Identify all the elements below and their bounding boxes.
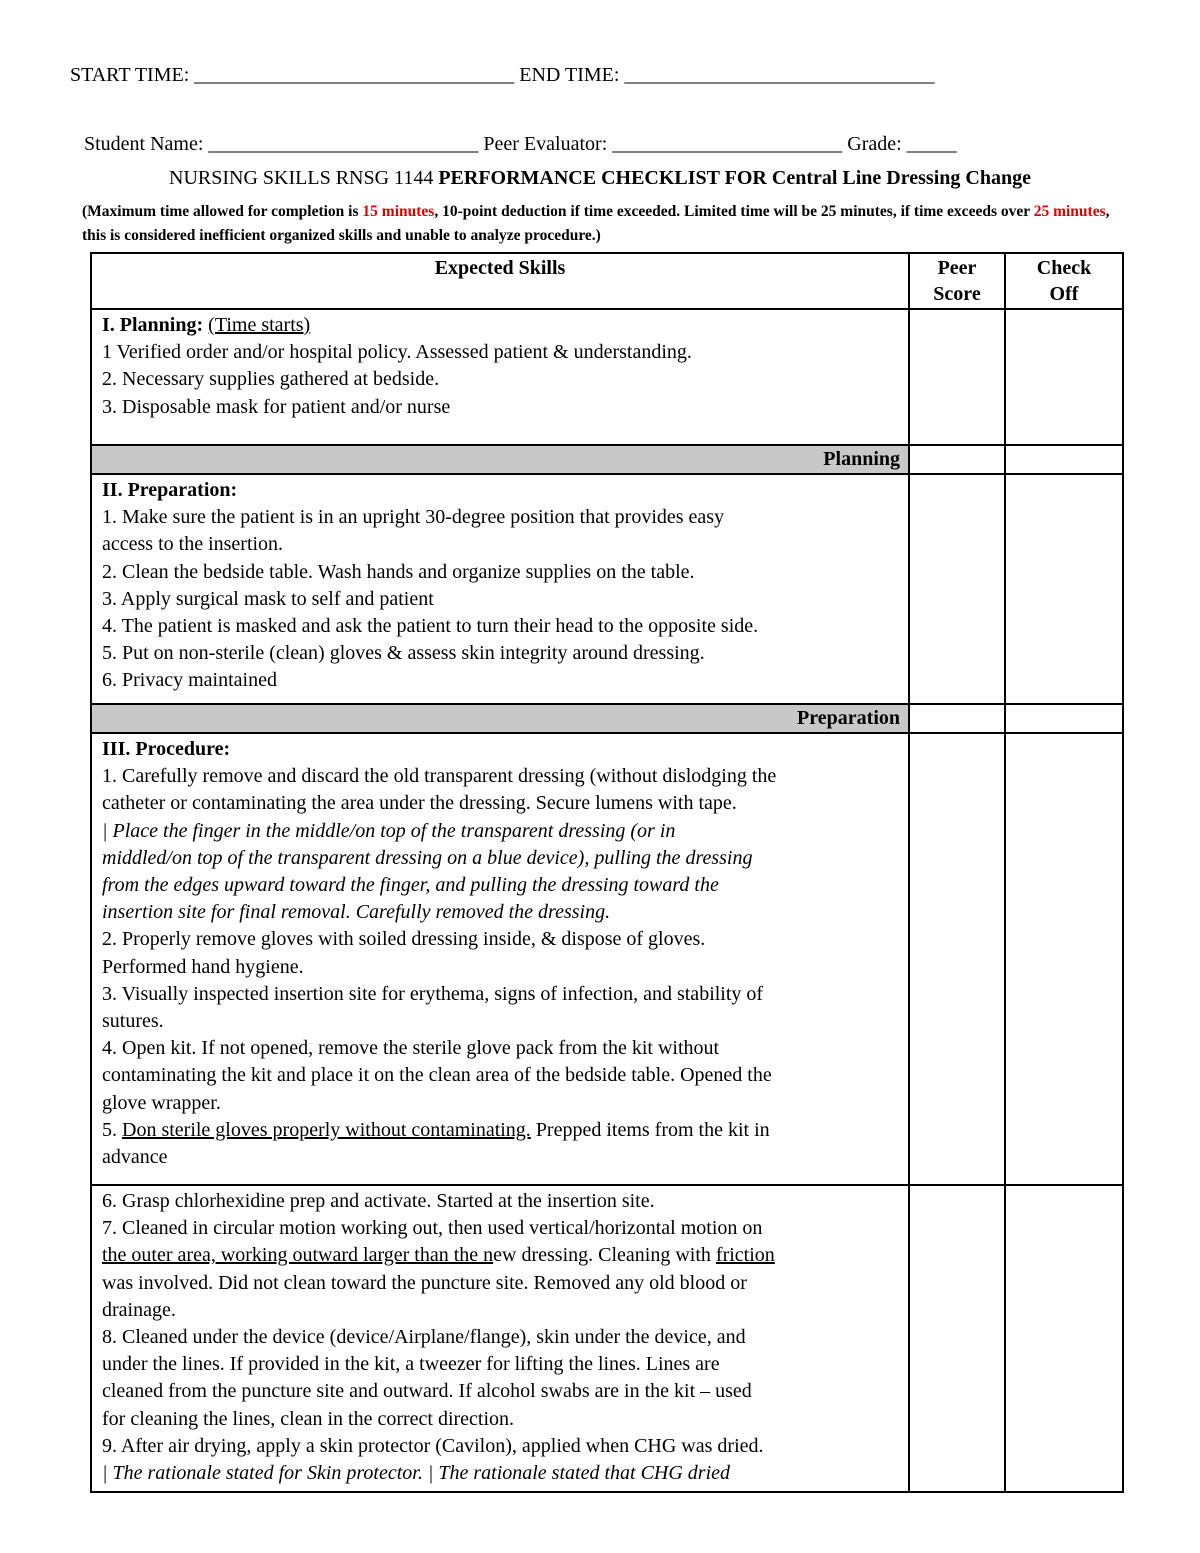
list-item: 3. Disposable mask for patient and/or nurse xyxy=(102,395,451,418)
note-red-25: 25 minutes xyxy=(1033,203,1106,220)
item5-number: 5. xyxy=(102,1118,122,1141)
list-item: advance xyxy=(102,1146,168,1169)
item5-tail: Prepped items from the kit in xyxy=(530,1118,770,1141)
item7-friction: friction xyxy=(715,1244,775,1267)
list-item: cleaned from the puncture site and outward. If alcohol swabs are in the kit – used xyxy=(102,1380,752,1403)
off-label: Off xyxy=(1049,283,1079,305)
check-off-box[interactable] xyxy=(1005,733,1123,1185)
time-line: START TIME: ________________________________ END TIME: _______________________________ xyxy=(70,64,935,86)
note-red-15: 15 minutes xyxy=(362,203,435,220)
planning-cell xyxy=(91,309,909,445)
list-item: 9. After air drying, apply a skin protector (Cavilon), applied when CHG was dried. xyxy=(102,1434,764,1457)
preparation-row xyxy=(91,474,1123,704)
list-item: Performed hand hygiene. xyxy=(102,955,304,978)
col-peer-score xyxy=(909,253,1005,309)
list-item: drainage. xyxy=(102,1298,176,1321)
list-item: glove wrapper. xyxy=(102,1091,221,1114)
preparation-subtotal-label: Preparation xyxy=(91,704,909,733)
time-starts: (Time starts) xyxy=(208,314,311,336)
procedure-continued-cell xyxy=(91,1185,909,1492)
list-item: 2. Properly remove gloves with soiled dressing inside, & dispose of gloves. xyxy=(102,928,706,951)
peer-score-box[interactable] xyxy=(909,704,1005,733)
item7-mid: ew dressing. Cleaning with xyxy=(493,1244,716,1267)
rationale-line: middled/on top of the transparent dressing on a blue device), pulling the dressing xyxy=(102,846,753,869)
student-line: Student Name: ___________________________ Peer Evaluator: _______________________ Grade: _____ xyxy=(84,133,957,155)
list-item: under the lines. If provided in the kit, a tweezer for lifting the lines. Lines are xyxy=(102,1353,720,1376)
title-prefix: NURSING SKILLS RNSG 1144 xyxy=(169,167,439,189)
planning-subtotal-row xyxy=(91,445,1123,474)
document-title xyxy=(0,167,1200,190)
list-item: 6. Privacy maintained xyxy=(102,669,277,692)
check-off-box[interactable] xyxy=(1005,309,1123,445)
list-item: access to the insertion. xyxy=(102,533,284,556)
peer-label: Peer xyxy=(937,257,977,279)
check-off-box[interactable] xyxy=(1005,445,1123,474)
planning-row xyxy=(91,309,1123,445)
preparation-cell xyxy=(91,474,909,704)
col-check-off xyxy=(1005,253,1123,309)
note-part: , this is considered inefficient organized skills and unable to analyze procedure.) xyxy=(82,203,1110,244)
list-item: 3. Apply surgical mask to self and patient xyxy=(102,587,434,610)
rationale-line: insertion site for final removal. Carefully removed the dressing. xyxy=(102,901,611,924)
list-item: 2. Necessary supplies gathered at bedside. xyxy=(102,368,440,391)
list-item: for cleaning the lines, clean in the correct direction. xyxy=(102,1407,515,1430)
check-off-box[interactable] xyxy=(1005,474,1123,704)
peer-score-box[interactable] xyxy=(909,445,1005,474)
list-item: 1. Make sure the patient is in an upright 30-degree position that provides easy xyxy=(102,506,725,529)
score-label: Score xyxy=(933,283,981,305)
list-item: 4. The patient is masked and ask the patient to turn their head to the opposite side. xyxy=(102,615,759,638)
title-bold: PERFORMANCE CHECKLIST FOR Central Line Dressing Change xyxy=(438,167,1031,189)
table-header-row xyxy=(91,253,1123,309)
check-label: Check xyxy=(1036,257,1092,279)
rationale-line: from the edges upward toward the finger, and pulling the dressing toward the xyxy=(102,874,719,897)
preparation-subtotal-row xyxy=(91,704,1123,733)
peer-score-box[interactable] xyxy=(909,733,1005,1185)
time-note xyxy=(82,200,1132,248)
list-item: 8. Cleaned under the device (device/Airplane/flange), skin under the device, and xyxy=(102,1326,746,1349)
list-item xyxy=(102,1242,898,1269)
peer-score-box[interactable] xyxy=(909,1185,1005,1492)
item5-underlined: Don sterile gloves properly without contaminating. xyxy=(122,1118,531,1141)
note-part: (Maximum time allowed for completion is xyxy=(82,203,363,220)
list-item: 3. Visually inspected insertion site for erythema, signs of infection, and stability of xyxy=(102,982,764,1005)
list-item: sutures. xyxy=(102,1010,164,1033)
peer-score-box[interactable] xyxy=(909,474,1005,704)
list-item: 1 Verified order and/or hospital policy. Assessed patient & understanding. xyxy=(102,341,692,364)
check-off-box[interactable] xyxy=(1005,704,1123,733)
list-item: catheter or contaminating the area under the dressing. Secure lumens with tape. xyxy=(102,792,737,815)
rationale-line: | Place the finger in the middle/on top of the transparent dressing (or in xyxy=(102,819,676,842)
procedure-cell xyxy=(91,733,909,1185)
list-item: was involved. Did not clean toward the puncture site. Removed any old blood or xyxy=(102,1271,747,1294)
check-off-box[interactable] xyxy=(1005,1185,1123,1492)
procedure-continued-row xyxy=(91,1185,1123,1492)
planning-subtotal-label: Planning xyxy=(91,445,909,474)
list-item: 4. Open kit. If not opened, remove the sterile glove pack from the kit without xyxy=(102,1037,720,1060)
procedure-row xyxy=(91,733,1123,1185)
list-item: 6. Grasp chlorhexidine prep and activate. Started at the insertion site. xyxy=(102,1190,655,1212)
item7-underlined: the outer area, working outward larger than the n xyxy=(102,1244,494,1267)
planning-heading: I. Planning: xyxy=(102,314,209,336)
list-item: 7. Cleaned in circular motion working out, then used vertical/horizontal motion on xyxy=(102,1217,763,1240)
list-item: 1. Carefully remove and discard the old transparent dressing (without dislodging the xyxy=(102,765,777,788)
rationale-line: | The rationale stated for Skin protector. | The rationale stated that CHG dried xyxy=(102,1462,731,1485)
col-expected-skills: Expected Skills xyxy=(91,253,909,309)
list-item: 2. Clean the bedside table. Wash hands and organize supplies on the table. xyxy=(102,560,695,583)
procedure-heading: III. Procedure: xyxy=(102,738,231,760)
list-item: 5. Put on non-sterile (clean) gloves & assess skin integrity around dressing. xyxy=(102,642,705,665)
note-part: , 10-point deduction if time exceeded. Limited time will be 25 minutes, if time exceeds over xyxy=(434,203,1034,220)
list-item: contaminating the kit and place it on the clean area of the bedside table. Opened the xyxy=(102,1064,772,1087)
preparation-heading: II. Preparation: xyxy=(102,479,238,501)
peer-score-box[interactable] xyxy=(909,309,1005,445)
list-item xyxy=(102,1117,898,1144)
skills-table xyxy=(90,252,1124,1493)
